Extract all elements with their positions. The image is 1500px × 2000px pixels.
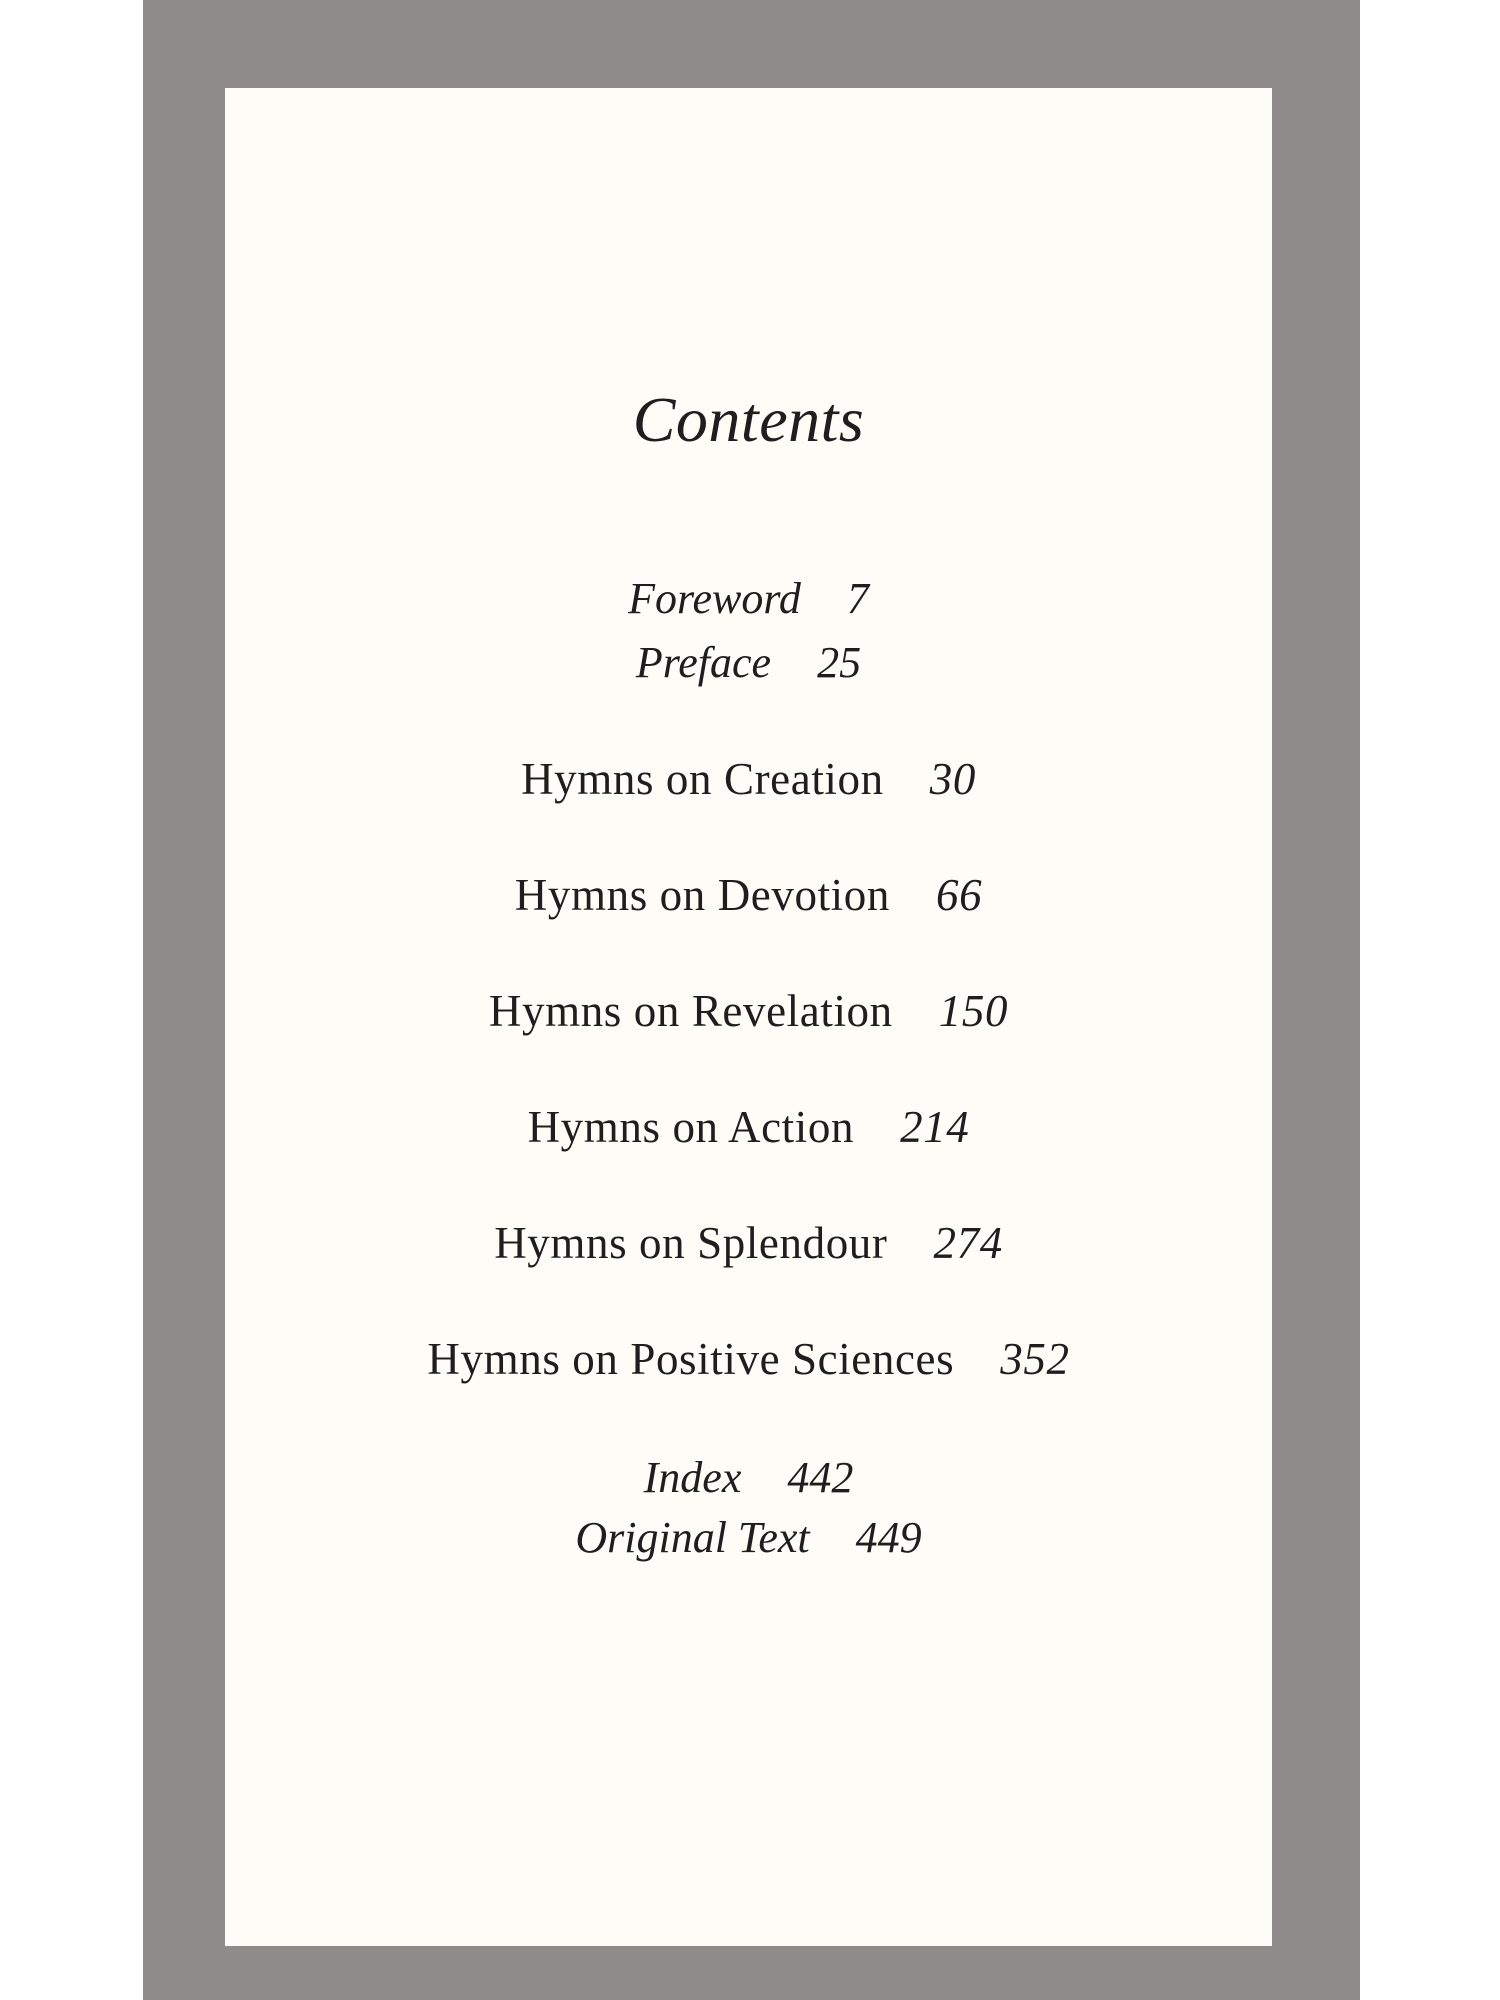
- toc-entry-page: 150: [938, 986, 1009, 1036]
- toc-entry-page: 7: [846, 574, 869, 623]
- toc-entry-label: Hymns on Action: [527, 1102, 855, 1152]
- toc-entry-creation[interactable]: [225, 754, 1272, 804]
- toc-entry-label: Hymns on Creation: [521, 754, 884, 804]
- toc-entry-positive-sciences[interactable]: [225, 1334, 1272, 1384]
- toc-entry-label: Original Text: [575, 1513, 810, 1562]
- toc-entry-original-text[interactable]: [225, 1513, 1272, 1562]
- toc-entry-page: 66: [936, 870, 983, 920]
- toc-entry-page: 214: [900, 1102, 970, 1152]
- toc-entry-page: 449: [855, 1513, 922, 1562]
- toc-entry-page: 30: [929, 754, 976, 804]
- toc-entry-page: 442: [787, 1453, 854, 1502]
- toc-entry-page: 25: [817, 638, 862, 687]
- toc-entry-foreword[interactable]: [225, 574, 1272, 623]
- toc-entry-label: Preface: [635, 638, 772, 687]
- toc-entry-revelation[interactable]: [225, 986, 1272, 1036]
- toc-entry-splendour[interactable]: [225, 1218, 1272, 1268]
- toc-entry-page: 352: [1000, 1334, 1070, 1384]
- toc-entry-label: Foreword: [628, 574, 801, 623]
- toc-entry-index[interactable]: [225, 1453, 1272, 1502]
- toc-entry-devotion[interactable]: [225, 870, 1272, 920]
- toc-entry-label: Hymns on Revelation: [488, 986, 893, 1036]
- toc-entry-preface[interactable]: [225, 638, 1272, 687]
- toc-entry-page: 274: [933, 1218, 1003, 1268]
- page-title: Contents: [632, 384, 865, 455]
- toc-entry-label: Hymns on Splendour: [494, 1218, 888, 1268]
- toc-entry-label: Hymns on Positive Sciences: [427, 1334, 955, 1384]
- toc-entry-label: Index: [643, 1453, 742, 1502]
- toc-entry-action[interactable]: [225, 1102, 1272, 1152]
- toc-entry-label: Hymns on Devotion: [514, 870, 890, 920]
